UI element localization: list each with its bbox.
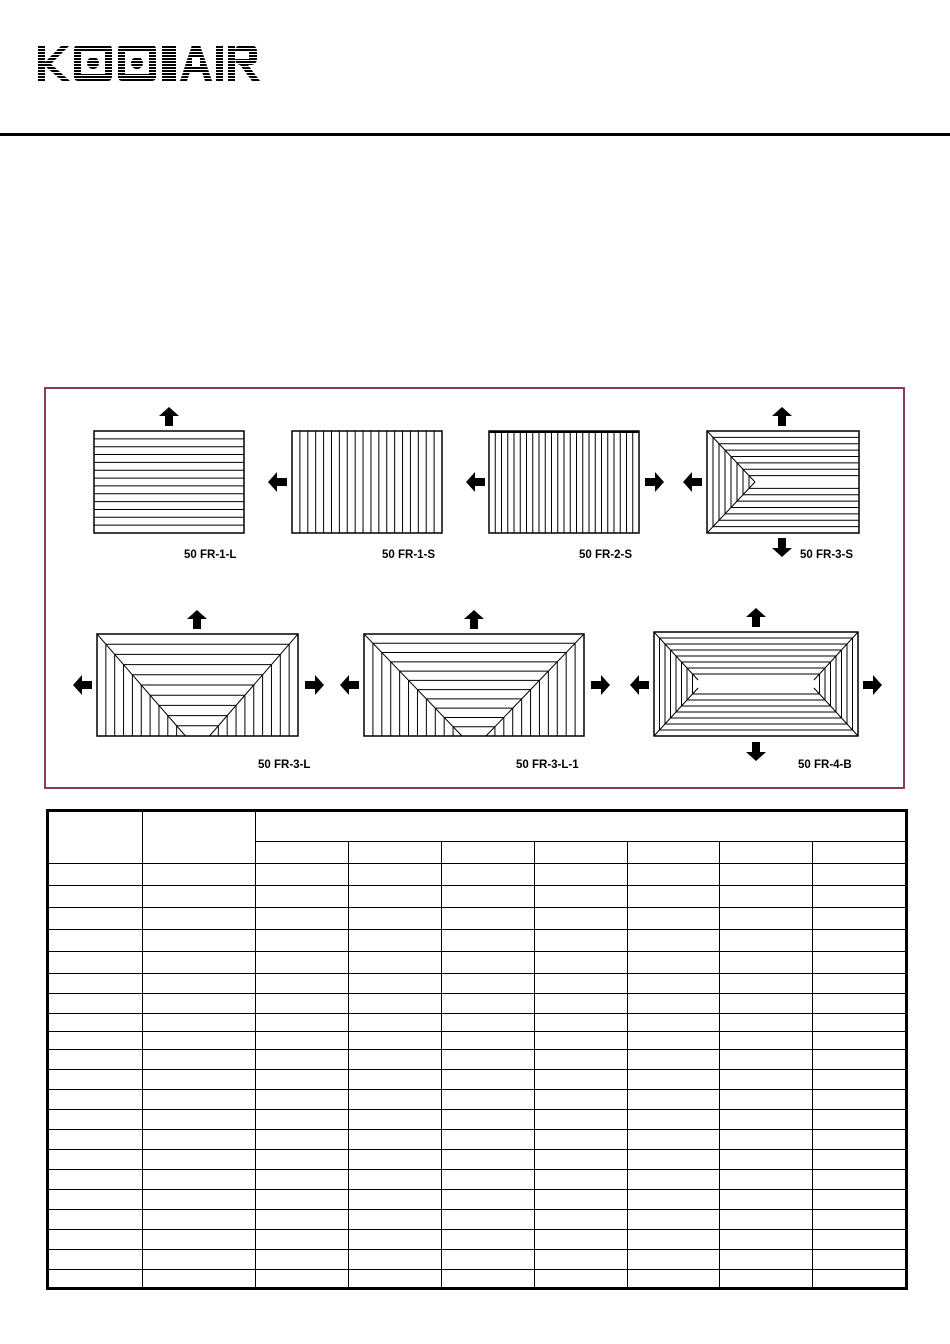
table-cell [256, 1050, 349, 1070]
table-cell [256, 1230, 349, 1250]
table-row [48, 864, 907, 886]
table-cell [48, 1150, 143, 1170]
table-row [48, 994, 907, 1014]
table-cell [813, 1250, 907, 1270]
table-cell [720, 1032, 813, 1050]
table-cell [628, 908, 720, 930]
table-cell [535, 1210, 628, 1230]
table-cell [349, 930, 442, 952]
table-cell [628, 1014, 720, 1032]
left-arrow-icon [73, 675, 92, 695]
spec-table-container [46, 809, 905, 1286]
table-cell [720, 1230, 813, 1250]
right-arrow-icon [305, 675, 324, 695]
table-header-cell [256, 811, 907, 842]
table-cell [628, 1090, 720, 1110]
table-cell [349, 1190, 442, 1210]
left-arrow-icon [268, 472, 287, 492]
table-cell [535, 1110, 628, 1130]
table-cell [48, 1110, 143, 1130]
table-cell [535, 1270, 628, 1289]
table-cell [48, 1170, 143, 1190]
table-cell [442, 974, 535, 994]
table-cell [720, 1270, 813, 1289]
table-cell [628, 1190, 720, 1210]
table-cell [48, 1014, 143, 1032]
table-cell [535, 1070, 628, 1090]
table-cell [535, 1170, 628, 1190]
table-cell [813, 1210, 907, 1230]
table-row [48, 1090, 907, 1110]
table-cell [813, 994, 907, 1014]
table-cell [442, 1210, 535, 1230]
table-cell [442, 1190, 535, 1210]
table-cell [628, 1070, 720, 1090]
up-arrow-icon [159, 407, 179, 426]
table-cell [349, 1130, 442, 1150]
table-cell [720, 974, 813, 994]
table-cell [48, 994, 143, 1014]
table-cell [143, 1230, 256, 1250]
table-cell [48, 1210, 143, 1230]
spec-table [46, 809, 908, 1290]
table-subheader-cell [720, 842, 813, 864]
table-cell [349, 1270, 442, 1289]
table-cell [256, 1090, 349, 1110]
table-cell [256, 1070, 349, 1090]
table-cell [813, 1090, 907, 1110]
table-cell [720, 908, 813, 930]
table-cell [349, 1150, 442, 1170]
table-cell [143, 1130, 256, 1150]
table-cell [720, 1090, 813, 1110]
table-cell [628, 1210, 720, 1230]
table-cell [143, 886, 256, 908]
table-cell [256, 930, 349, 952]
table-cell [256, 994, 349, 1014]
table-cell [628, 864, 720, 886]
table-cell [720, 1130, 813, 1150]
table-cell [442, 1014, 535, 1032]
table-cell [720, 1210, 813, 1230]
table-cell [442, 1032, 535, 1050]
table-row [48, 1014, 907, 1032]
table-cell [256, 864, 349, 886]
table-cell [535, 952, 628, 974]
table-cell [535, 1250, 628, 1270]
table-cell [48, 1130, 143, 1150]
table-cell [349, 974, 442, 994]
table-cell [143, 1190, 256, 1210]
table-body [48, 864, 907, 1289]
table-cell [813, 1230, 907, 1250]
table-subheader-cell [442, 842, 535, 864]
left-arrow-icon [466, 472, 485, 492]
table-cell [535, 908, 628, 930]
table-cell [442, 1110, 535, 1130]
table-cell [349, 1032, 442, 1050]
table-cell [628, 1150, 720, 1170]
table-cell [813, 864, 907, 886]
table-cell [813, 1150, 907, 1170]
grille-diagram-panel [44, 387, 905, 789]
table-cell [256, 1250, 349, 1270]
table-cell [143, 1090, 256, 1110]
table-cell [48, 886, 143, 908]
table-cell [143, 1210, 256, 1230]
table-row [48, 1190, 907, 1210]
table-cell [442, 1270, 535, 1289]
table-cell [535, 1190, 628, 1210]
table-cell [442, 1230, 535, 1250]
table-cell [48, 974, 143, 994]
table-row [48, 1050, 907, 1070]
up-arrow-icon [772, 407, 792, 426]
table-cell [628, 1130, 720, 1150]
table-cell [720, 1050, 813, 1070]
table-cell [143, 994, 256, 1014]
down-arrow-icon [746, 742, 766, 761]
right-arrow-icon [645, 472, 664, 492]
table-cell [442, 1130, 535, 1150]
table-cell [442, 930, 535, 952]
table-cell [628, 930, 720, 952]
table-cell [349, 1070, 442, 1090]
table-cell [48, 1070, 143, 1090]
table-row [48, 1130, 907, 1150]
table-cell [535, 864, 628, 886]
table-cell [535, 930, 628, 952]
table-cell [48, 930, 143, 952]
table-cell [720, 930, 813, 952]
table-cell [48, 1050, 143, 1070]
table-cell [442, 1150, 535, 1170]
down-arrow-icon [772, 538, 792, 557]
table-cell [256, 908, 349, 930]
table-cell [442, 1070, 535, 1090]
table-cell [720, 1250, 813, 1270]
table-cell [143, 864, 256, 886]
table-cell [349, 1170, 442, 1190]
table-cell [256, 1150, 349, 1170]
table-cell [813, 1014, 907, 1032]
table-cell [720, 864, 813, 886]
table-cell [48, 1090, 143, 1110]
table-cell [442, 1050, 535, 1070]
table-cell [720, 1014, 813, 1032]
table-row [48, 1150, 907, 1170]
table-cell [48, 908, 143, 930]
table-cell [628, 952, 720, 974]
table-cell [442, 994, 535, 1014]
table-cell [628, 886, 720, 908]
table-cell [628, 974, 720, 994]
table-cell [48, 952, 143, 974]
table-cell [442, 908, 535, 930]
table-cell [256, 1014, 349, 1032]
table-row [48, 908, 907, 930]
table-cell [256, 1270, 349, 1289]
table-subheader-cell [628, 842, 720, 864]
up-arrow-icon [746, 608, 766, 627]
right-arrow-icon [591, 675, 610, 695]
table-cell [349, 1090, 442, 1110]
table-cell [349, 1250, 442, 1270]
up-arrow-icon [187, 610, 207, 629]
table-cell [349, 952, 442, 974]
table-cell [48, 1250, 143, 1270]
table-row [48, 1210, 907, 1230]
table-cell [720, 886, 813, 908]
table-cell [813, 930, 907, 952]
table-cell [349, 1110, 442, 1130]
table-cell [256, 1190, 349, 1210]
table-cell [256, 1110, 349, 1130]
table-cell [442, 1090, 535, 1110]
table-cell [143, 1070, 256, 1090]
left-arrow-icon [340, 675, 359, 695]
caption-fr-3-l: 50 FR-3-L [258, 759, 311, 771]
table-cell [535, 974, 628, 994]
table-cell [143, 1270, 256, 1289]
table-row [48, 1170, 907, 1190]
table-cell [720, 1190, 813, 1210]
table-cell [813, 1032, 907, 1050]
table-cell [813, 886, 907, 908]
table-subheader-cell [349, 842, 442, 864]
table-cell [535, 1032, 628, 1050]
table-cell [143, 908, 256, 930]
table-cell [813, 1110, 907, 1130]
table-cell [48, 1270, 143, 1289]
table-cell [535, 1130, 628, 1150]
table-cell [628, 1270, 720, 1289]
table-cell [813, 908, 907, 930]
table-row [48, 952, 907, 974]
table-cell [813, 1190, 907, 1210]
table-subheader-cell [535, 842, 628, 864]
header-rule [0, 133, 950, 136]
table-cell [256, 952, 349, 974]
table-row [48, 1032, 907, 1050]
table-cell [628, 1050, 720, 1070]
table-row [48, 1230, 907, 1250]
table-cell [256, 1170, 349, 1190]
table-cell [256, 974, 349, 994]
table-cell [535, 1230, 628, 1250]
table-cell [349, 1014, 442, 1032]
table-cell [813, 952, 907, 974]
table-cell [143, 952, 256, 974]
table-cell [535, 994, 628, 1014]
table-cell [813, 1070, 907, 1090]
grille-fr-3-s [707, 431, 859, 533]
table-row [48, 1270, 907, 1289]
table-cell [813, 1170, 907, 1190]
table-cell [143, 974, 256, 994]
table-cell [143, 1032, 256, 1050]
table-cell [720, 1170, 813, 1190]
table-cell [48, 1230, 143, 1250]
table-cell [720, 994, 813, 1014]
table-cell [720, 1070, 813, 1090]
table-cell [535, 1150, 628, 1170]
table-cell [720, 952, 813, 974]
table-cell [349, 1230, 442, 1250]
table-row [48, 1110, 907, 1130]
table-cell [143, 1250, 256, 1270]
table-cell [628, 994, 720, 1014]
table-cell [442, 952, 535, 974]
table-row [48, 1070, 907, 1090]
table-cell [628, 1032, 720, 1050]
table-cell [48, 864, 143, 886]
table-cell [256, 1130, 349, 1150]
table-cell [628, 1250, 720, 1270]
up-arrow-icon [464, 610, 484, 629]
table-cell [535, 1014, 628, 1032]
table-row [48, 974, 907, 994]
table-cell [349, 1050, 442, 1070]
table-row [48, 1250, 907, 1270]
table-cell [349, 994, 442, 1014]
table-cell [813, 1130, 907, 1150]
table-cell [143, 1150, 256, 1170]
caption-fr-4-b: 50 FR-4-B [798, 759, 852, 771]
table-cell [143, 1014, 256, 1032]
table-cell [535, 1050, 628, 1070]
table-cell [720, 1150, 813, 1170]
table-cell [48, 1190, 143, 1210]
caption-fr-3-l-1: 50 FR-3-L-1 [516, 759, 579, 771]
right-arrow-icon [863, 675, 882, 695]
caption-fr-1-s: 50 FR-1-S [382, 549, 436, 561]
table-cell [349, 908, 442, 930]
table-cell [256, 886, 349, 908]
table-cell [143, 1170, 256, 1190]
grille-diagrams [46, 389, 903, 787]
table-row [48, 886, 907, 908]
grille-fr-1-s [292, 431, 442, 533]
table-subheader-cell [256, 842, 349, 864]
table-header-cell [143, 811, 256, 864]
table-cell [143, 1050, 256, 1070]
left-arrow-icon [683, 472, 702, 492]
table-subheader-cell [813, 842, 907, 864]
table-cell [628, 1170, 720, 1190]
table-cell [720, 1110, 813, 1130]
table-row [48, 930, 907, 952]
grille-fr-4-b [654, 632, 858, 736]
table-cell [442, 1250, 535, 1270]
table-cell [628, 1110, 720, 1130]
table-cell [48, 1032, 143, 1050]
table-cell [143, 1110, 256, 1130]
table-cell [349, 864, 442, 886]
table-cell [813, 1050, 907, 1070]
left-arrow-icon [630, 675, 649, 695]
table-cell [143, 930, 256, 952]
caption-fr-2-s: 50 FR-2-S [579, 549, 633, 561]
table-cell [349, 886, 442, 908]
caption-fr-1-l: 50 FR-1-L [184, 549, 237, 561]
caption-fr-3-s: 50 FR-3-S [800, 549, 854, 561]
table-cell [813, 1270, 907, 1289]
table-cell [813, 974, 907, 994]
table-cell [442, 1170, 535, 1190]
table-cell [442, 864, 535, 886]
table-cell [628, 1230, 720, 1250]
kooair-logo [30, 40, 280, 88]
table-cell [535, 1090, 628, 1110]
table-cell [256, 1210, 349, 1230]
table-cell [349, 1210, 442, 1230]
table-cell [442, 886, 535, 908]
table-header-cell [48, 811, 143, 864]
table-cell [256, 1032, 349, 1050]
grille-fr-3-l-1 [364, 634, 584, 736]
table-cell [535, 886, 628, 908]
